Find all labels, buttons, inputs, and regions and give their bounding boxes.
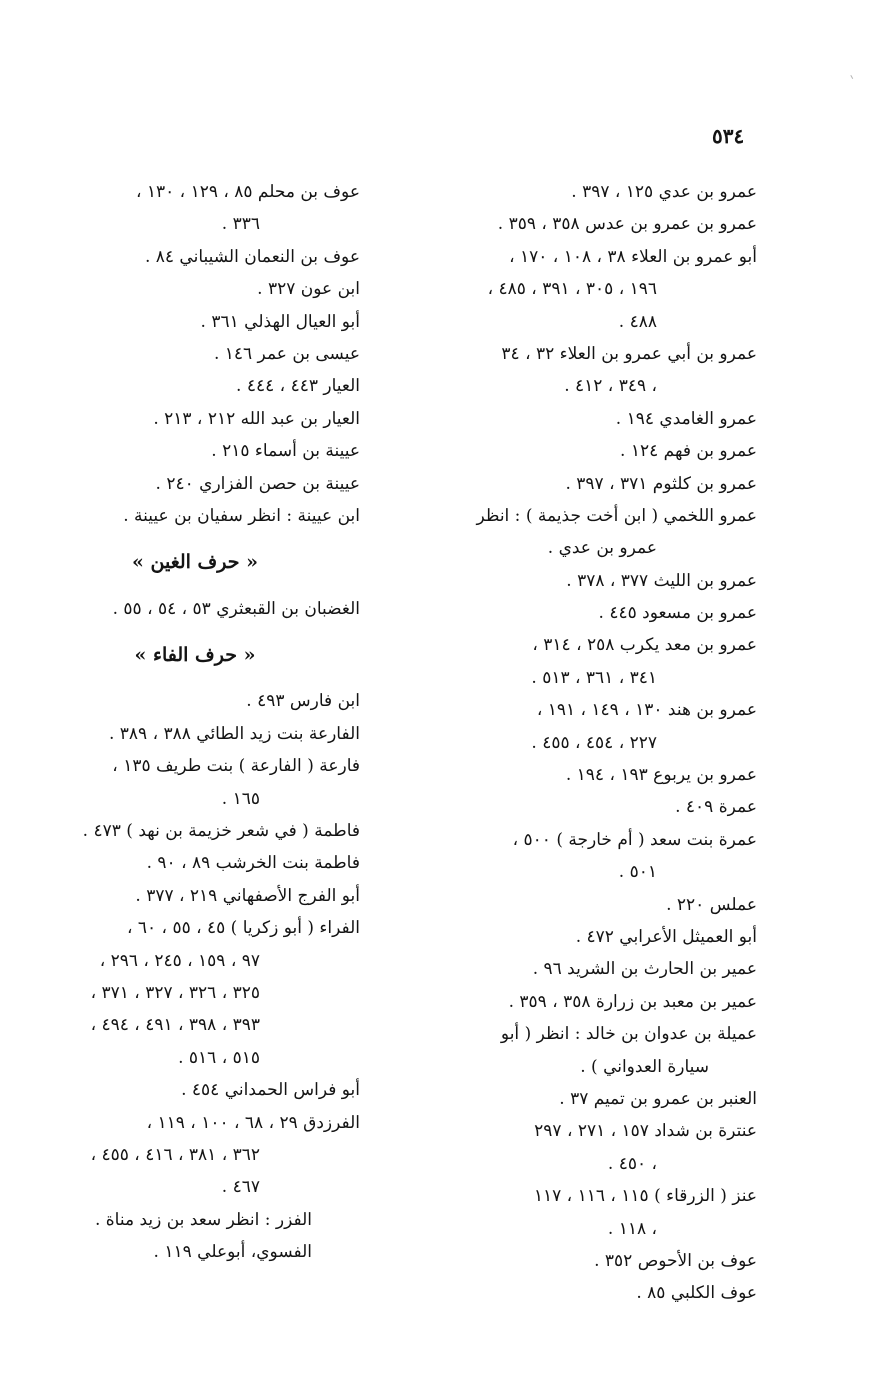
index-entry: عنز ( الزرقاء ) ١١٥ ، ١١٦ ، ١١٧ (533, 1186, 757, 1207)
index-entry-continuation: ١٦٥ . (221, 788, 260, 809)
page-number: ٥٣٤ (712, 124, 745, 148)
index-entry-continuation: ، ٤٥٠ . (607, 1153, 657, 1174)
index-entry: عوف بن محلم ٨٥ ، ١٢٩ ، ١٣٠ ، (135, 182, 360, 202)
index-entry: عوف بن النعمان الشيباني ٨٤ . (144, 246, 360, 267)
index-entry-continuation: ٥١٥ ، ٥١٦ . (178, 1047, 260, 1068)
index-entry: أبو العيال الهذلي ٣٦١ . (200, 311, 360, 332)
index-entry: عمرو بن فهم ١٢٤ . (620, 441, 757, 462)
index-entry: عمرو الغامدي ١٩٤ . (615, 408, 757, 429)
index-entry: عمرو بن هند ١٣٠ ، ١٤٩ ، ١٩١ ، (536, 700, 757, 721)
index-column-right (432, 176, 757, 1310)
section-heading: « حرف الفاء » (134, 644, 256, 667)
index-entry: الفراء ( أبو زكريا ) ٤٥ ، ٥٥ ، ٦٠ ، (127, 918, 360, 939)
index-entry: أبو العميثل الأعرابي ٤٧٢ . (575, 926, 757, 947)
index-entry: عمرو بن يربوع ١٩٣ ، ١٩٤ . (565, 765, 757, 786)
index-entry: عمرو بن معد يكرب ٢٥٨ ، ٣١٤ ، (532, 635, 757, 656)
index-entry: عمير بن الحارث بن الشريد ٩٦ . (532, 959, 757, 980)
index-entry: عيينة بن أسماء ٢١٥ . (211, 441, 360, 462)
index-entry-continuation: ٤٨٨ . (618, 311, 657, 332)
index-entry: الفرزدق ٢٩ ، ٦٨ ، ١٠٠ ، ١١٩ ، (146, 1112, 360, 1133)
index-entry: فارعة ( الفارعة ) بنت طريف ١٣٥ ، (112, 756, 360, 777)
index-entry-continuation: ، ١١٨ . (607, 1218, 657, 1239)
index-entry: فاطمة بنت الخرشب ٨٩ ، ٩٠ . (146, 853, 360, 874)
index-entry: عيسى بن عمر ١٤٦ . (213, 343, 360, 364)
scan-speck (850, 73, 856, 79)
index-entry: العنبر بن عمرو بن تميم ٣٧ . (559, 1088, 757, 1109)
index-entry: عنترة بن شداد ١٥٧ ، ٢٧١ ، ٢٩٧ (534, 1121, 757, 1142)
index-entry: عيينة بن حصن الفزاري ٢٤٠ . (155, 473, 360, 494)
index-entry-continuation: ٢٢٧ ، ٤٥٤ ، ٤٥٥ . (531, 732, 657, 753)
index-entry-continuation: ٣٩٣ ، ٣٩٨ ، ٤٩١ ، ٤٩٤ ، (90, 1015, 260, 1036)
index-entry-continuation: ٣٤١ ، ٣٦١ ، ٥١٣ . (531, 667, 657, 688)
index-entry-continuation: عمرو بن عدي . (547, 538, 657, 559)
index-entry: ابن عيينة : انظر سفيان بن عيينة . (123, 505, 360, 526)
index-entry: أبو الفرج الأصفهاني ٢١٩ ، ٣٧٧ . (135, 885, 360, 906)
index-entry: عملس ٢٢٠ . (666, 894, 757, 915)
index-entry-continuation: الفزر : انظر سعد بن زيد مناة . (94, 1209, 312, 1230)
index-entry-continuation: ٣٦٢ ، ٣٨١ ، ٤١٦ ، ٤٥٥ ، (90, 1144, 260, 1165)
index-entry: عميلة بن عدوان بن خالد : انظر ( أبو (500, 1024, 757, 1045)
index-entry: عمرو بن أبي عمرو بن العلاء ٣٢ ، ٣٤ (501, 343, 757, 364)
index-entry-continuation: ٣٣٦ . (221, 214, 260, 235)
index-entry-continuation: ١٩٦ ، ٣٠٥ ، ٣٩١ ، ٤٨٥ ، (487, 279, 657, 300)
index-entry: عمرو بن عمرو بن عدس ٣٥٨ ، ٣٥٩ . (497, 214, 757, 235)
index-entry: عمرة ٤٠٩ . (675, 797, 757, 818)
index-entry: أبو عمرو بن العلاء ٣٨ ، ١٠٨ ، ١٧٠ ، (509, 246, 757, 267)
index-entry: عمرو بن الليث ٣٧٧ ، ٣٧٨ . (566, 570, 757, 591)
index-entry: الفارعة بنت زيد الطائي ٣٨٨ ، ٣٨٩ . (108, 723, 360, 744)
index-entry: أبو فراس الحمداني ٤٥٤ . (181, 1080, 360, 1101)
index-entry: عمير بن معبد بن زرارة ٣٥٨ ، ٣٥٩ . (508, 991, 757, 1012)
section-heading: « حرف الغين » (132, 551, 258, 574)
index-entry: عمرو بن مسعود ٤٤٥ . (598, 603, 757, 624)
index-entry-continuation: ٣٢٥ ، ٣٢٦ ، ٣٢٧ ، ٣٧١ ، (90, 982, 260, 1003)
index-column-left (30, 176, 360, 1269)
index-entry: عمرة بنت سعد ( أم خارجة ) ٥٠٠ ، (512, 829, 757, 850)
index-entry: فاطمة ( في شعر خزيمة بن نهد ) ٤٧٣ . (82, 821, 360, 842)
index-entry: العيار ٤٤٣ ، ٤٤٤ . (236, 376, 360, 397)
index-entry: عمرو اللخمي ( ابن أخت جذيمة ) : انظر (476, 505, 757, 526)
index-entry: الغضبان بن القبعثري ٥٣ ، ٥٤ ، ٥٥ . (112, 598, 360, 619)
index-entry: العيار بن عبد الله ٢١٢ ، ٢١٣ . (153, 408, 360, 429)
index-entry: ابن عون ٣٢٧ . (257, 279, 360, 300)
index-entry-continuation: الفسوي، أبوعلي ١١٩ . (153, 1242, 312, 1263)
index-entry: عوف بن الأحوص ٣٥٢ . (594, 1250, 757, 1271)
index-entry-continuation: ٤٦٧ . (221, 1177, 260, 1198)
index-entry-continuation: ، ٣٤٩ ، ٤١٢ . (564, 376, 657, 397)
index-entry-continuation: ٥٠١ . (618, 862, 657, 883)
index-entry-continuation: ٩٧ ، ١٥٩ ، ٢٤٥ ، ٢٩٦ ، (99, 950, 260, 971)
index-entry: عمرو بن عدي ١٢٥ ، ٣٩٧ . (571, 182, 757, 202)
index-entry-continuation: سيارة العدواني ) . (580, 1056, 709, 1077)
index-entry: ابن فارس ٤٩٣ . (246, 691, 360, 712)
index-entry: عوف الكلبي ٨٥ . (636, 1283, 757, 1304)
index-entry: عمرو بن كلثوم ٣٧١ ، ٣٩٧ . (565, 473, 757, 494)
